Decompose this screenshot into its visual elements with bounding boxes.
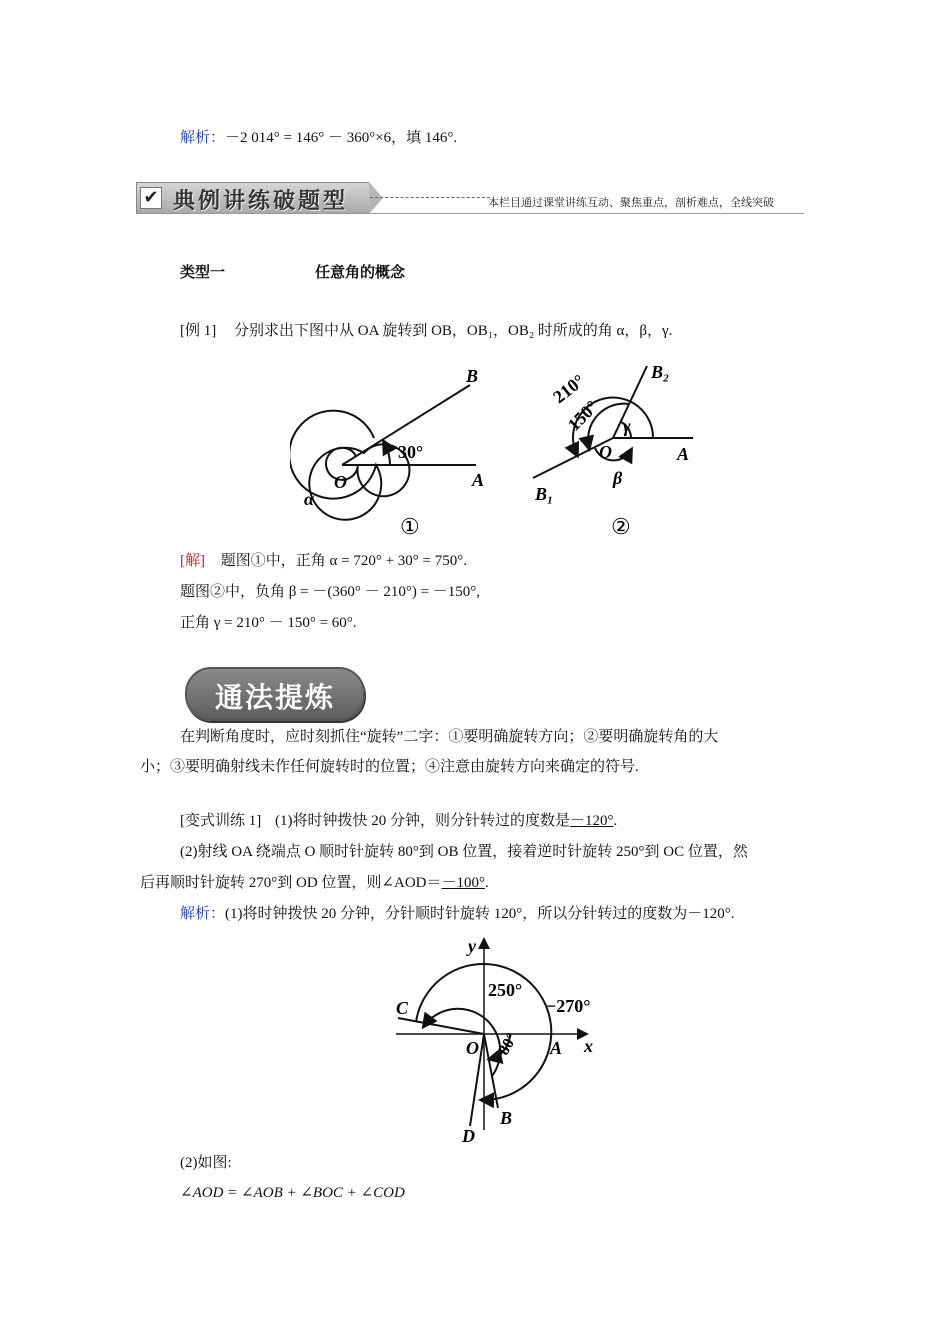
label-150: 150° <box>563 396 603 435</box>
top-analysis <box>180 128 457 148</box>
label-beta: β <box>613 468 623 488</box>
example-1-text: 分别求出下图中从 OA 旋转到 OB，OB₁，OB₂ 时所成的角 α，β，γ. <box>234 323 673 339</box>
label-o-2: O <box>599 442 612 462</box>
label-210: 210° <box>549 370 589 408</box>
exercise-q2-line-2 <box>140 873 489 893</box>
label-a: A <box>472 470 485 490</box>
exercise-a2: －100° <box>441 875 485 891</box>
solution-label: [解] <box>180 553 205 569</box>
exercise-q1-end: . <box>613 813 618 829</box>
label-d: D <box>462 1126 475 1145</box>
ray-oc <box>398 1018 484 1034</box>
label-80: −80° <box>490 1030 522 1066</box>
check-icon: ✔ <box>140 187 162 209</box>
banner-dash <box>370 197 490 198</box>
example-1-label: [例 1] <box>180 323 217 339</box>
method-title: 通法提炼 <box>214 681 335 714</box>
figure-1 <box>290 360 510 540</box>
arc-250 <box>424 1009 500 1076</box>
banner-box <box>136 182 369 214</box>
figure-2-number: ② <box>611 514 631 539</box>
exercise-analysis-text: (1)将时钟拨快 20 分钟，分针顺时针旋转 120°，所以分针转过的度数为－120°. <box>225 906 735 922</box>
label-b1: B₁ <box>535 484 554 504</box>
label-250: 250° <box>488 980 523 1000</box>
label-o-3: O <box>466 1038 479 1058</box>
section-banner <box>136 182 804 214</box>
type-name: 任意角的概念 <box>315 265 406 281</box>
figure-1-number: ① <box>400 514 420 539</box>
label-c: C <box>396 998 409 1018</box>
solution-line-2: 题图②中，负角 β = －(360° － 210°) = －150°, <box>180 584 481 600</box>
label-30: 30° <box>398 442 424 462</box>
banner-title: 典例讲练破题型 <box>173 189 349 214</box>
label-y: y <box>468 936 476 956</box>
exercise-q2-end: . <box>484 875 489 891</box>
type-label: 类型一 <box>180 265 226 281</box>
method-line-2: 小；③要明确射线未作任何旋转时的位置；④注意由旋转方向来确定的符号. <box>140 759 639 775</box>
method-line-1: 在判断角度时，应时刻抓住“旋转”二字：①要明确旋转方向；②要明确旋转角的大 <box>180 729 719 745</box>
exercise-a1: －120° <box>570 813 614 829</box>
label-a-3: A <box>550 1038 563 1058</box>
exercise-q2-line-1: (2)射线 OA 绕端点 O 顺时针旋转 80°到 OB 位置，接着逆时针旋转 250°到 OC 位置，然 <box>180 844 748 860</box>
label-x: x <box>584 1036 593 1056</box>
solution-line-1 <box>180 551 467 571</box>
label-b: B <box>466 366 479 386</box>
figure-2 <box>525 360 715 540</box>
exercise-q1 <box>180 811 617 831</box>
figure-3 <box>390 930 610 1145</box>
label-270: −270° <box>546 996 591 1016</box>
exercise-analysis-label: 解析： <box>180 906 226 922</box>
exercise-q2-text: 后再顺时针旋转 270°到 OD 位置，则∠AOD＝ <box>140 875 442 891</box>
tail-line-2: ∠AOD = ∠AOB + ∠BOC + ∠COD <box>180 1185 405 1201</box>
label-b-3: B <box>500 1108 513 1128</box>
banner-rule <box>136 213 804 214</box>
exercise-analysis <box>180 904 735 924</box>
top-analysis-text: －2 014° = 146° － 360°×6，填 146°. <box>225 130 458 146</box>
label-alpha: α <box>304 489 314 509</box>
label-gamma: γ <box>623 416 631 436</box>
top-analysis-label: 解析： <box>180 130 226 146</box>
label-a-2: A <box>677 444 690 464</box>
method-badge <box>185 667 365 721</box>
solution-line-3: 正角 γ = 210° － 150° = 60°. <box>180 615 357 631</box>
exercise-label: [变式训练 1] <box>180 813 262 829</box>
solution-text-1: 题图①中，正角 α = 720° + 30° = 750°. <box>220 553 467 569</box>
example-1 <box>180 321 672 341</box>
exercise-q1-text: (1)将时钟拨快 20 分钟，则分针转过的度数是 <box>275 813 570 829</box>
banner-description: 本栏目通过课堂讲练互动、聚焦重点，剖析难点，全线突破 <box>488 196 774 209</box>
label-o: O <box>334 472 347 492</box>
label-b2: B₂ <box>651 362 670 382</box>
tail-line-1: (2)如图: <box>180 1155 232 1171</box>
